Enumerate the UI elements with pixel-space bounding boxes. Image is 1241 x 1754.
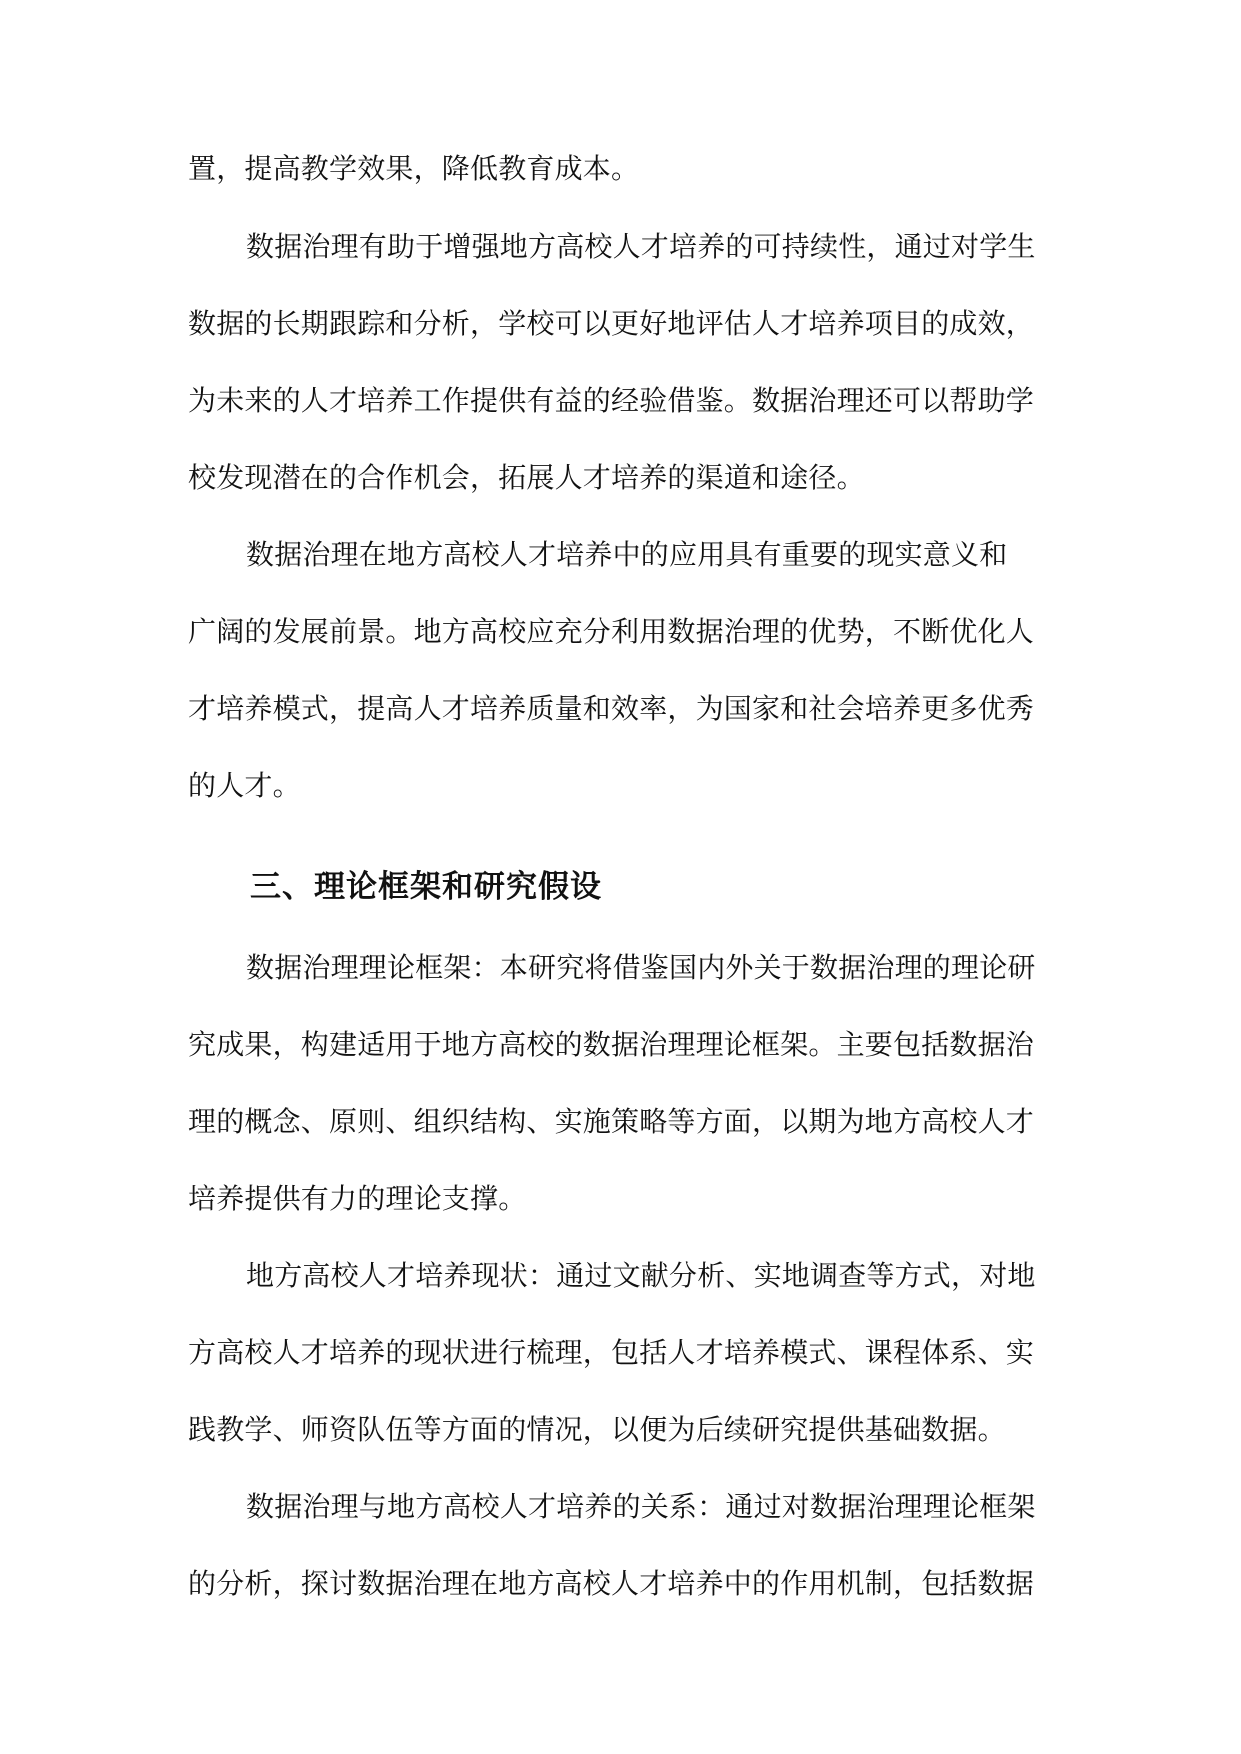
paragraph-line: 践教学、师资队伍等方面的情况，以便为后续研究提供基础数据。: [188, 1413, 1006, 1446]
paragraph-line: 理的概念、原则、组织结构、实施策略等方面，以期为地方高校人才: [188, 1105, 1035, 1138]
paragraph-line: 数据治理在地方高校人才培养中的应用具有重要的现实意义和: [246, 538, 1008, 571]
paragraph-line: 才培养模式，提高人才培养质量和效率，为国家和社会培养更多优秀: [188, 692, 1035, 725]
paragraph-line: 数据治理有助于增强地方高校人才培养的可持续性，通过对学生: [246, 230, 1036, 263]
paragraph-line: 数据治理与地方高校人才培养的关系：通过对数据治理理论框架: [246, 1490, 1036, 1523]
paragraph-line: 培养提供有力的理论支撑。: [188, 1182, 527, 1215]
paragraph-line: 究成果，构建适用于地方高校的数据治理理论框架。主要包括数据治: [188, 1028, 1035, 1061]
paragraph-line: 为未来的人才培养工作提供有益的经验借鉴。数据治理还可以帮助学: [188, 384, 1035, 417]
paragraph-line: 地方高校人才培养现状：通过文献分析、实地调查等方式，对地: [246, 1259, 1036, 1292]
paragraph-line: 广阔的发展前景。地方高校应充分利用数据治理的优势，不断优化人: [188, 615, 1035, 648]
paragraph-line: 的分析，探讨数据治理在地方高校人才培养中的作用机制，包括数据: [188, 1567, 1035, 1600]
paragraph-line: 数据的长期跟踪和分析，学校可以更好地评估人才培养项目的成效，: [188, 307, 1035, 340]
paragraph-line: 校发现潜在的合作机会，拓展人才培养的渠道和途径。: [188, 461, 865, 494]
paragraph-line: 置，提高教学效果，降低教育成本。: [188, 152, 640, 185]
paragraph-line: 方高校人才培养的现状进行梳理，包括人才培养模式、课程体系、实: [188, 1336, 1035, 1369]
paragraph-line: 的人才。: [188, 769, 301, 802]
section-heading: 三、理论框架和研究假设: [250, 869, 602, 905]
paragraph-line: 数据治理理论框架：本研究将借鉴国内外关于数据治理的理论研: [246, 951, 1036, 984]
